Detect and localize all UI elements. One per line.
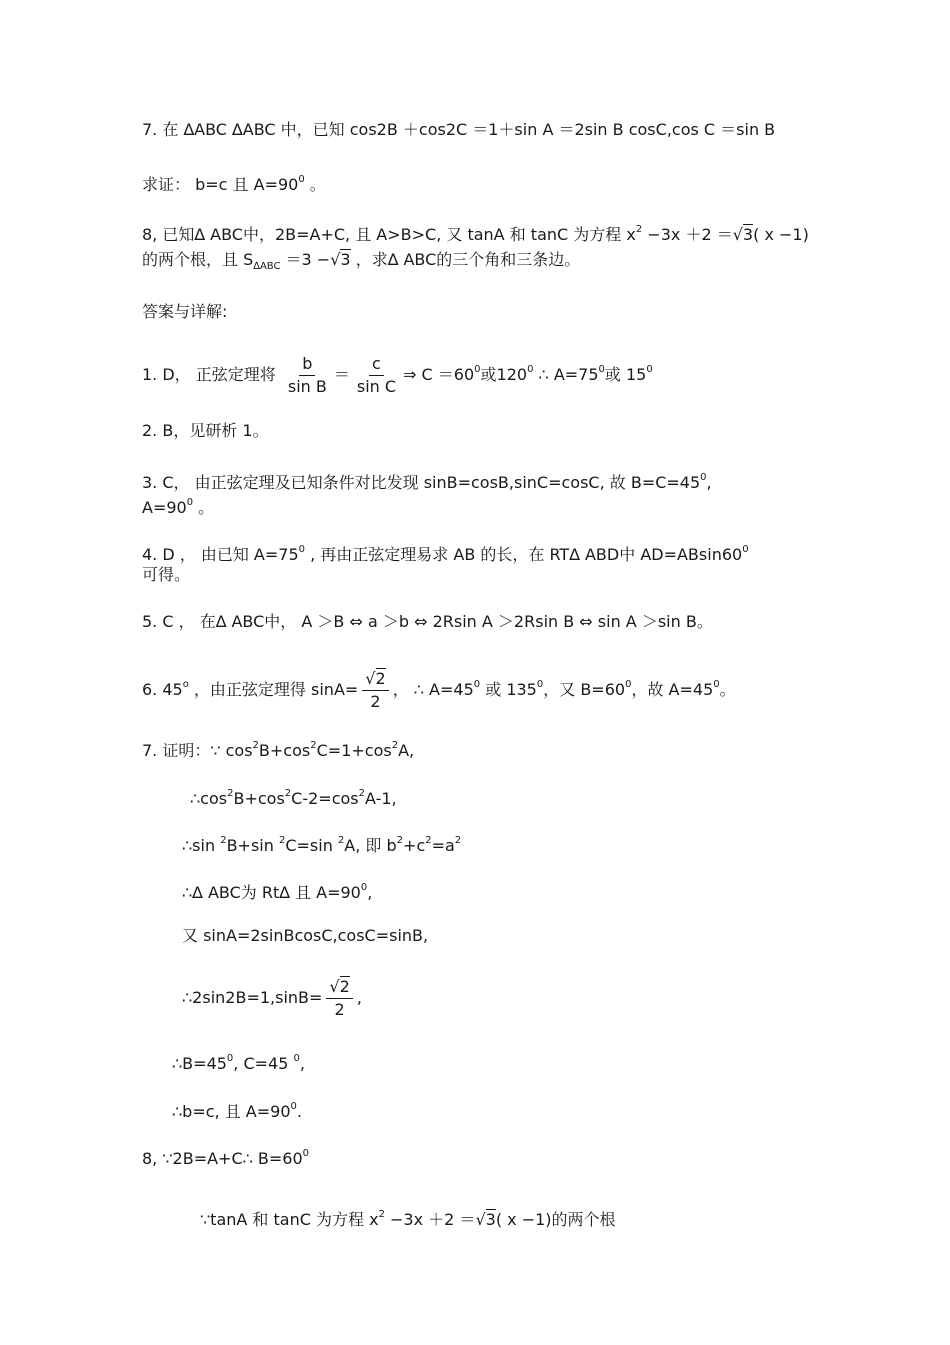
fraction-c-sinC: $\frac{c}{\text{sin C}}$ xyxy=(356,354,397,396)
answer-4: 4. D ， 由已知 $A=75^0$ , 再由正弦定理易求 AB 的长，在 RT∆ ABD中 $AD=ABsin60^0$ xyxy=(142,544,749,564)
problem-8-statement-cont: 的两个根，且 $S_{\Delta ABC} =3 -√3$ ，求∆ ABC的三个角和三条边。 xyxy=(142,250,581,272)
fraction-sqrt2-over-2-b: $\frac{√2}{2}$ xyxy=(326,978,352,1019)
answer-7-line-2: $\therefore\cos^2B+\cos^2C-2=\cos^2A-1$, xyxy=(190,788,397,808)
answer-8-line-2: ∵tanA 和 tanC 为方程 $x^2 -3x +2 =√3$( x −1)的两个根 xyxy=(200,1209,616,1229)
answer-7-line-8: ∴b=c, 且 $A=90^0$. xyxy=(172,1101,302,1121)
answer-3-cont: $A=90^0$ 。 xyxy=(142,497,215,517)
answer-5: 5. C ， 在∆ ABC中， A ＞B ⇔ a ＞b ⇔ 2Rsin A ＞2Rsin B ⇔ sin A ＞sin B。 xyxy=(142,612,713,631)
problem-7-statement xyxy=(142,120,775,140)
answer-7-line-7: $\therefore B=45^0$, C=45 $^0$, xyxy=(172,1053,305,1073)
answer-7-line-4: ∴∆ ABC为 Rt∆ 且 $A=90^0$, xyxy=(182,882,373,902)
answer-6: 6. 45$^o$ ，由正弦定理得 sinA= $\frac{√2}{2}$ ， ∴ $A=45^0$ 或 $135^0$，又 $B=60^0$，故 $A=45^0$。 xyxy=(142,669,736,711)
answers-heading: 答案与详解: xyxy=(142,302,228,321)
answer-7-line-1: 7. 证明：∵ $\cos^2B+\cos^2C=1+\cos^2A$, xyxy=(142,740,415,760)
answer-7-line-6: ∴2sin2B=1,sinB= $\frac{√2}{2}$ , xyxy=(182,977,362,1019)
fraction-sqrt2-over-2: $\frac{√2}{2}$ xyxy=(362,670,388,711)
answer-7-line-3: ∴sin $^2$B+sin $^2$C=sin $^2$A, 即 $b^2+c^2=a^2$ xyxy=(182,835,462,855)
answer-1: 1. D， 正弦定理将 $\frac{b}{\text{sin B}}$ ＝ $\frac{c}{\text{sin C}}$ ⇒ $C =60^0$或$120^0$ ∴ $A=75^0$或 $15^0$ xyxy=(142,354,653,396)
problem-7-text: 7. 在 ∆ABC ∆ABC 中，已知 cos2B ＋cos2C ＝1＋sin A ＝2sin B cosC,cos C ＝sin B xyxy=(142,120,776,139)
answer-7-line-5: 又 sinA=2sinBcosC,cosC=sinB, xyxy=(182,926,429,945)
answer-8-line-1: 8, ∵2B=A+C∴ $B=60^0$ xyxy=(142,1148,309,1168)
answer-3: 3. C， 由正弦定理及已知条件对比发现 sinB=cosB,sinC=cosC, 故 $B=C=45^0$, xyxy=(142,472,712,492)
answer-4-cont: 可得。 xyxy=(142,565,191,584)
fraction-b-sinB: $\frac{b}{\text{sin B}}$ xyxy=(287,354,327,396)
problem-8-statement: 8, 已知∆ ABC中，2B=A+C, 且 A>B>C, 又 tanA 和 tanC 为方程 $x^2 -3x +2 =√3$( x −1) xyxy=(142,224,809,244)
answer-2: 2. B，见研析 1。 xyxy=(142,421,269,440)
problem-7-prove: 求证： b=c 且 $A=90^0$ 。 xyxy=(142,174,326,194)
